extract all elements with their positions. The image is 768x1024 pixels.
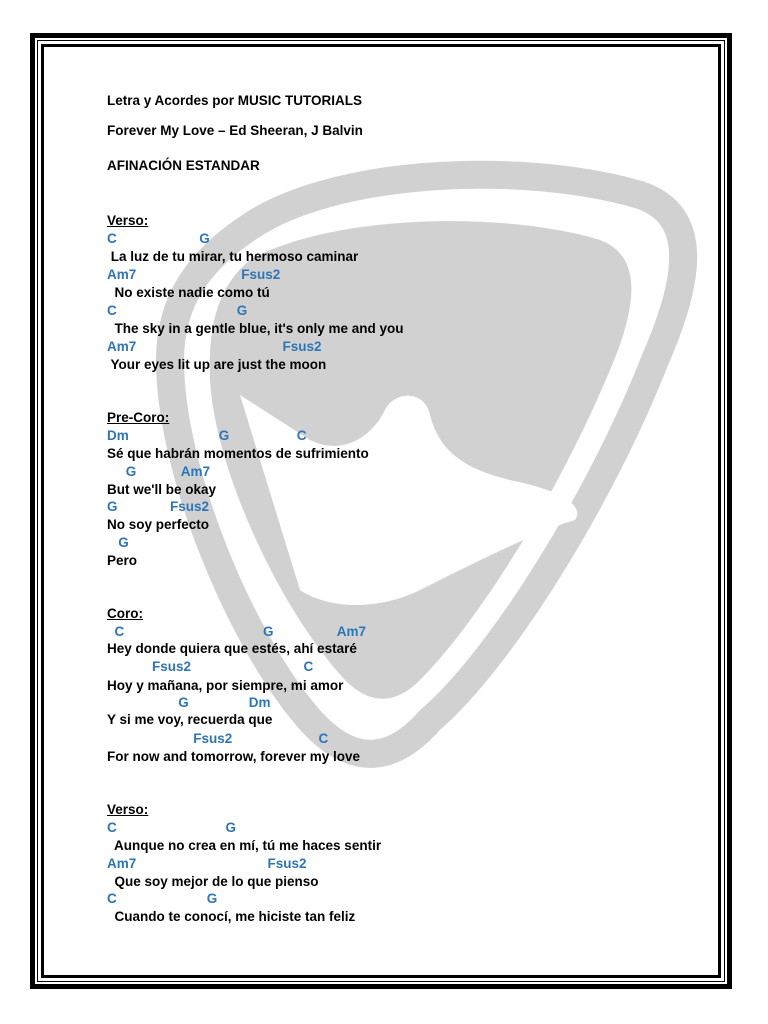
section-heading: Verso: bbox=[107, 213, 149, 228]
lyric-line: Hey donde quiera que estés, ahí estaré bbox=[107, 641, 357, 656]
chord-line: Am7 Fsus2 bbox=[107, 267, 281, 282]
chord-line: Fsus2 C bbox=[107, 659, 314, 674]
lyric-line: But we'll be okay bbox=[107, 482, 216, 497]
chord-line: G Fsus2 bbox=[107, 499, 210, 514]
lyric-line: Cuando te conocí, me hiciste tan feliz bbox=[107, 909, 356, 924]
section-heading: Coro: bbox=[107, 606, 143, 621]
lyric-line: La luz de tu mirar, tu hermoso caminar bbox=[107, 249, 359, 264]
chord-line: C G bbox=[107, 820, 237, 835]
chord-line: G Am7 bbox=[107, 464, 211, 479]
lyric-line: Aunque no crea en mí, tú me haces sentir bbox=[107, 838, 382, 853]
chord-line: Am7 Fsus2 bbox=[107, 856, 307, 871]
chord-line: Fsus2 C bbox=[107, 731, 329, 746]
chord-line: G Dm bbox=[107, 695, 271, 710]
lyric-line: Your eyes lit up are just the moon bbox=[107, 357, 327, 372]
lyric-line: Y si me voy, recuerda que bbox=[107, 712, 273, 727]
song-title: Forever My Love – Ed Sheeran, J Balvin bbox=[107, 123, 363, 138]
section-heading: Pre-Coro: bbox=[107, 410, 170, 425]
lyric-line: No existe nadie como tú bbox=[107, 285, 270, 300]
chord-line: Am7 Fsus2 bbox=[107, 339, 322, 354]
lyric-line: Sé que habrán momentos de sufrimiento bbox=[107, 446, 369, 461]
chord-line: C G bbox=[107, 231, 210, 246]
chord-line: G bbox=[107, 535, 129, 550]
lyric-line: Pero bbox=[107, 553, 138, 568]
chord-line: Dm G C bbox=[107, 428, 307, 443]
lyric-line: Hoy y mañana, por siempre, mi amor bbox=[107, 678, 344, 693]
lyric-line: Que soy mejor de lo que pienso bbox=[107, 874, 319, 889]
lyric-line: The sky in a gentle blue, it's only me and you bbox=[107, 321, 404, 336]
chord-line: C G bbox=[107, 303, 248, 318]
section-heading: Verso: bbox=[107, 802, 149, 817]
tuning-line: AFINACIÓN ESTANDAR bbox=[107, 158, 260, 173]
lyric-line: No soy perfecto bbox=[107, 517, 210, 532]
chord-line: C G bbox=[107, 891, 218, 906]
chord-line: C G Am7 bbox=[107, 624, 367, 639]
credit-line: Letra y Acordes por MUSIC TUTORIALS bbox=[107, 93, 363, 108]
lyric-line: For now and tomorrow, forever my love bbox=[107, 749, 361, 764]
